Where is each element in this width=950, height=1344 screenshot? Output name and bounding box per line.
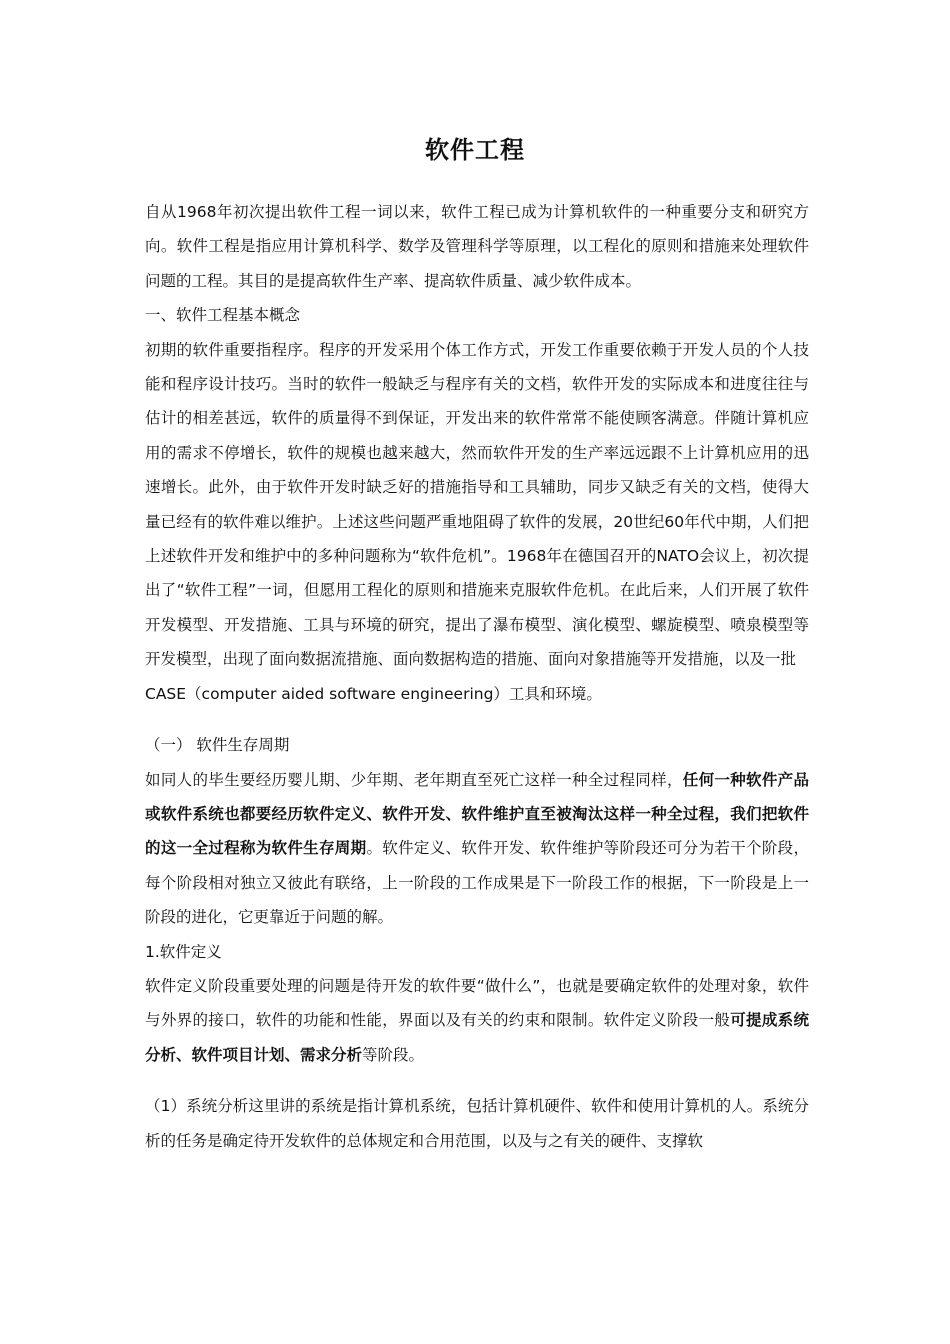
history-paragraph: 初期的软件重要指程序。程序的开发采用个体工作方式，开发工作重要依赖于开发人员的个人技能和程序设计技巧。当时的软件一般缺乏与程序有关的文档，软件开发的实际成本和进度往往与估计的相差甚远，软件的质量得不到保证，开发出来的软件常常不能使顾客满意。伴随计算机应用的需求不停增长，软件的规模也越来越大，然而软件开发的生产率远远跟不上计算机应用的迅速增长。此外，由于软件开发时缺乏好的措施指导和工具辅助，同步又缺乏有关的文档，使得大量已经有的软件难以维护。上述这些问题严重地阻碍了软件的发展，20世纪60年代中期，人们把上述软件开发和维护中的多种问题称为“软件危机”。1968年在德国召开的NATO会议上，初次提出了“软件工程”一词，但愿用工程化的原则和措施来克服软件危机。在此后来，人们开展了软件开发模型、开发措施、工具与环境的研究，提出了瀑布模型、演化模型、螺旋模型、喷泉模型等开发模型，出现了面向数据流措施、面向数据构造的措施、面向对象措施等开发措施，以及一批	[145, 340, 809, 669]
definition-text-end: 等阶段。	[362, 1045, 425, 1064]
spacer	[145, 711, 809, 728]
document-title: 软件工程	[425, 136, 525, 164]
spacer	[145, 1072, 809, 1089]
section-heading-lifecycle: （一） 软件生存周期	[145, 736, 290, 755]
section-heading-basic-concepts: 一、软件工程基本概念	[145, 306, 301, 325]
definition-phases-bold: 可提成系统分析、软件项目计划、需求分析	[145, 1011, 809, 1064]
definition-text-start: 软件定义阶段重要处理的问题是待开发的软件要“做什么”，也就是要确定软件的处理对象，软件与外界的接口，软件的功能和性能，界面以及有关的约束和限制。软件定义阶段一般	[145, 976, 809, 1030]
lifecycle-definition-bold: 任何一种软件产品或软件系统也都要经历软件定义、软件开发、软件维护直至被淘汰这样一种全过程，我们把软件的这一全过程称为软件生存周期	[145, 770, 809, 858]
intro-paragraph: 自从1968年初次提出软件工程一词以来，软件工程已成为计算机软件的一种重要分支和研究方向。软件工程是指应用计算机科学、数学及管理科学等原理，以工程化的原则和措施来处理软件问题的工程。其目的是提高软件生产率、提高软件质量、减少软件成本。	[145, 203, 809, 290]
lifecycle-text-start: 如同人的毕生要经历婴儿期、少年期、老年期直至死亡这样一种全过程同样，	[145, 770, 683, 789]
subsection-heading-definition: 1.软件定义	[145, 942, 222, 961]
document-body	[145, 195, 809, 1158]
history-paragraph-end: CASE（computer aided software engineering）工具和环境。	[145, 684, 602, 703]
lifecycle-paragraph	[145, 763, 809, 935]
lifecycle-text-end: 。软件定义、软件开发、软件维护等阶段还可分为若干个阶段，每个阶段相对独立又彼此有联络，上一阶段的工作成果是下一阶段工作的根据，下一阶段是上一阶段的进化，它更靠近于问题的解。	[145, 839, 809, 927]
definition-paragraph	[145, 969, 809, 1072]
system-analysis-paragraph: （1）系统分析这里讲的系统是指计算机系统，包括计算机硬件、软件和使用计算机的人。系统分析的任务是确定待开发软件的总体规定和合用范围，以及与之有关的硬件、支撑软	[145, 1097, 809, 1150]
